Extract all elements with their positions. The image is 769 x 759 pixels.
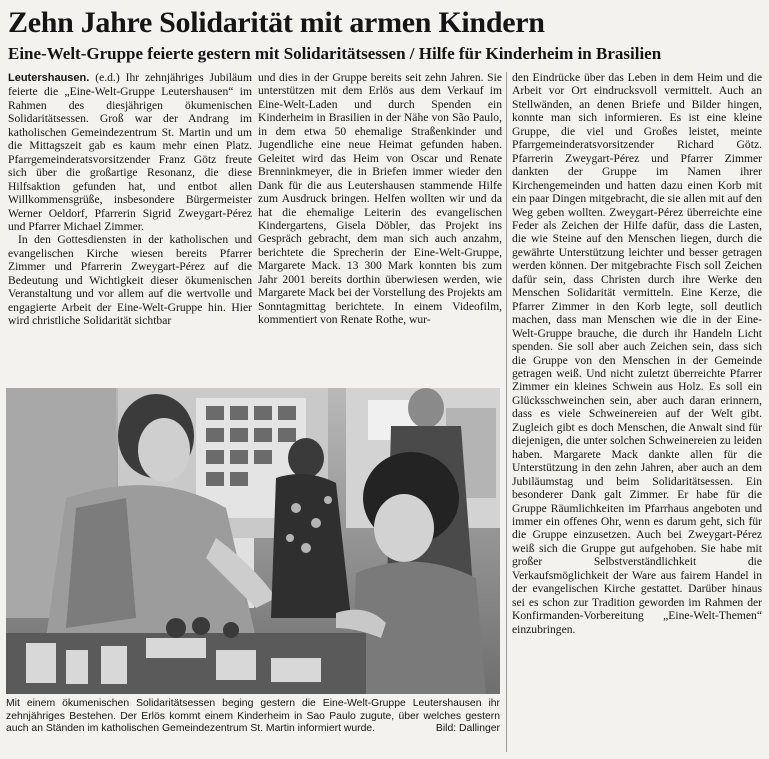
paragraph: den Eindrücke über das Leben in dem Heim und die Arbeit vor Ort eindrucksvoll vermittelt. Auch an Stellwänden, an denen Briefe und Bilder hingen, konnte man sich informieren. Es ist eine kleine Gruppe, die viel und Großes leistet, meinte Pfarrgemeinderatsvorsitzender Richard Götz. Pfarrerin Zweygart-Pérez und Pfarrer Zimmer dankten der Gruppe im Namen ihrer Kirchengemeinden und hatten dazu einen Korb mit ein paar Dingen mitgebracht, die sie allen mit auf den Weg geben wollten. Zweygart-Pérez überreichte eine Feder als Zeichen der Hilfe dafür, dass die Lasten, die wie Steine auf den Menschen liegen, durch die gewährte Unterstützung leichter und besser getragen werden können. Der mitgebrachte Fisch soll Zeichen dafür sein, dass Christen durch ihre Werke den Menschen Solidarität vermitteln. Eine Kerze, die Pfarrer Zimmer in den Korb legte, soll deutlich machen, dass man Menschen wie die in der Eine-Welt-Gruppe brauche, die durch ihr Handeln Licht spenden. Sie soll aber auch Zeichen sein, dass sich die Gruppe von den Menschen in der Gemeinde getragen weiß. Und nicht zuletzt überreichte Pfarrer Zimmer ein kleines Schwein aus Holz. Es soll ein Glücksschweinchen sein, aber auch daran erinnern, dass es viele Schweinereien auf der Welt gibt. Zugleich gibt es doch Menschen, die Anwalt sind für diejenigen, die unter solchen Schweinereien zu leiden haben. Margarete Mack dankte allen für die Unterstützung in den zehn Jahren, aber auch an dem Jubiläumstag und beim Solidaritätsessen. Ein besonderer Dank galt Zimmer. Er habe für die Gruppe Räumlichkeiten im Pfarrhaus angeboten und immer ein offenes Ohr, wenn es darum geht, sich für die Gruppe einzusetzen. Auch bei Zweygart-Pérez weiß sich die Gruppe gut aufgehoben. Sie habe mit großer Selbstverständlichkeit die Verkaufsmöglichkeit der Ware aus fairem Handel in der evangelischen Kirche gestattet. Darüber hinaus sei es schon zur Tradition geworden im Rahmen der Konfirmanden-Vorbereitung „Eine-Welt-Themen“ einzubringen.: [512, 71, 762, 636]
caption-text: Mit einem ökumenischen Solidaritätsessen beging gestern die Eine-Welt-Gruppe Leutershausen ihr zehnjähriges Bestehen. Der Erlös kommt einem Kinderheim in Sao Paulo zugute, über welches gestern auch an Ständen im katholischen Gemeindezentrum St. Martin informiert wurde.: [6, 698, 500, 735]
dateline: Leutershausen.: [8, 72, 90, 84]
headline: Zehn Jahre Solidarität mit armen Kindern: [8, 6, 545, 39]
paragraph: In den Gottesdiensten in der katholischen und evangelischen Kirche wiesen bereits Pfarrer Zimmer und Pfarrerin Zweygart-Pérez auf die Bedeutung und Wichtigkeit dieser ökumenischen Veranstaltung und vor allem auf die wertvolle und engagierte Arbeit der Eine-Welt-Gruppe hin. Hier wird christliche Solidarität sichtbar: [8, 233, 252, 328]
photo-credit: Bild: Dallinger: [435, 723, 500, 735]
article-photo: [6, 388, 500, 694]
paragraph: und dies in der Gruppe bereits seit zehn Jahren. Sie unterstützen mit dem Erlös aus dem Verkauf im Eine-Welt-Laden und durch Spenden ein Kinderheim in Brasilien in der Nähe von São Paulo, in dem etwa 50 ehemalige Straßenkinder und Jugendliche eine neue Heimat gefunden haben. Geleitet wird das Heim von Oscar und Renate Brenninkmeyer, die in Briefen immer wieder den Dank für die aus Leutershausen stammende Hilfe zum Ausdruck bringen. Helfen wollten wir und da hat die ehemalige Leiterin des evangelischen Kindergartens, Gisela Döbler, das Projekt ins Gespräch gebracht, dem man sich auch anzahm, berichtete die Sprecherin der Eine-Welt-Gruppe, Margarete Mack. 13 300 Mark konnten bis zum Jahr 2001 bereits dorthin überwiesen werden, wie Margarete Mack bei der Vorstellung des Projekts am Sonntagmittag berichtete. In einem Videofilm, kommentiert von Renate Rothe, wur-: [258, 71, 502, 327]
column-divider: [506, 72, 507, 752]
article-column-1: [8, 71, 252, 386]
photo-illustration: [6, 388, 500, 694]
paragraph-text: (e.d.) Ihr zehnjähriges Jubiläum feierte die „Eine-Welt-Gruppe Leutershausen“ im Rahmen des diesjährigen ökumenischen Solidaritätsessen. Groß war der Andrang im katholischen Gemeindezentrum St. Martin und um die Mittagszeit gab es kaum mehr einen Platz. Pfarrgemeinderatsvorsitzender Franz Götz freute sich über die großartige Resonanz, die diese Hilfsaktion gefunden hat, und entbot allen Willkommensgrüße, insbesondere Bürgermeister Werner Oeldorf, Pfarrerin Sigrid Zweygart-Pérez und Pfarrer Michael Zimmer.: [8, 71, 252, 233]
photo-caption: [6, 698, 500, 736]
subheadline: Eine-Welt-Gruppe feierte gestern mit Solidaritätsessen / Hilfe für Kinderheim in Brasilien: [8, 44, 662, 63]
article-column-2: [258, 71, 502, 386]
article-column-3: [512, 71, 762, 755]
paragraph: [8, 71, 252, 233]
